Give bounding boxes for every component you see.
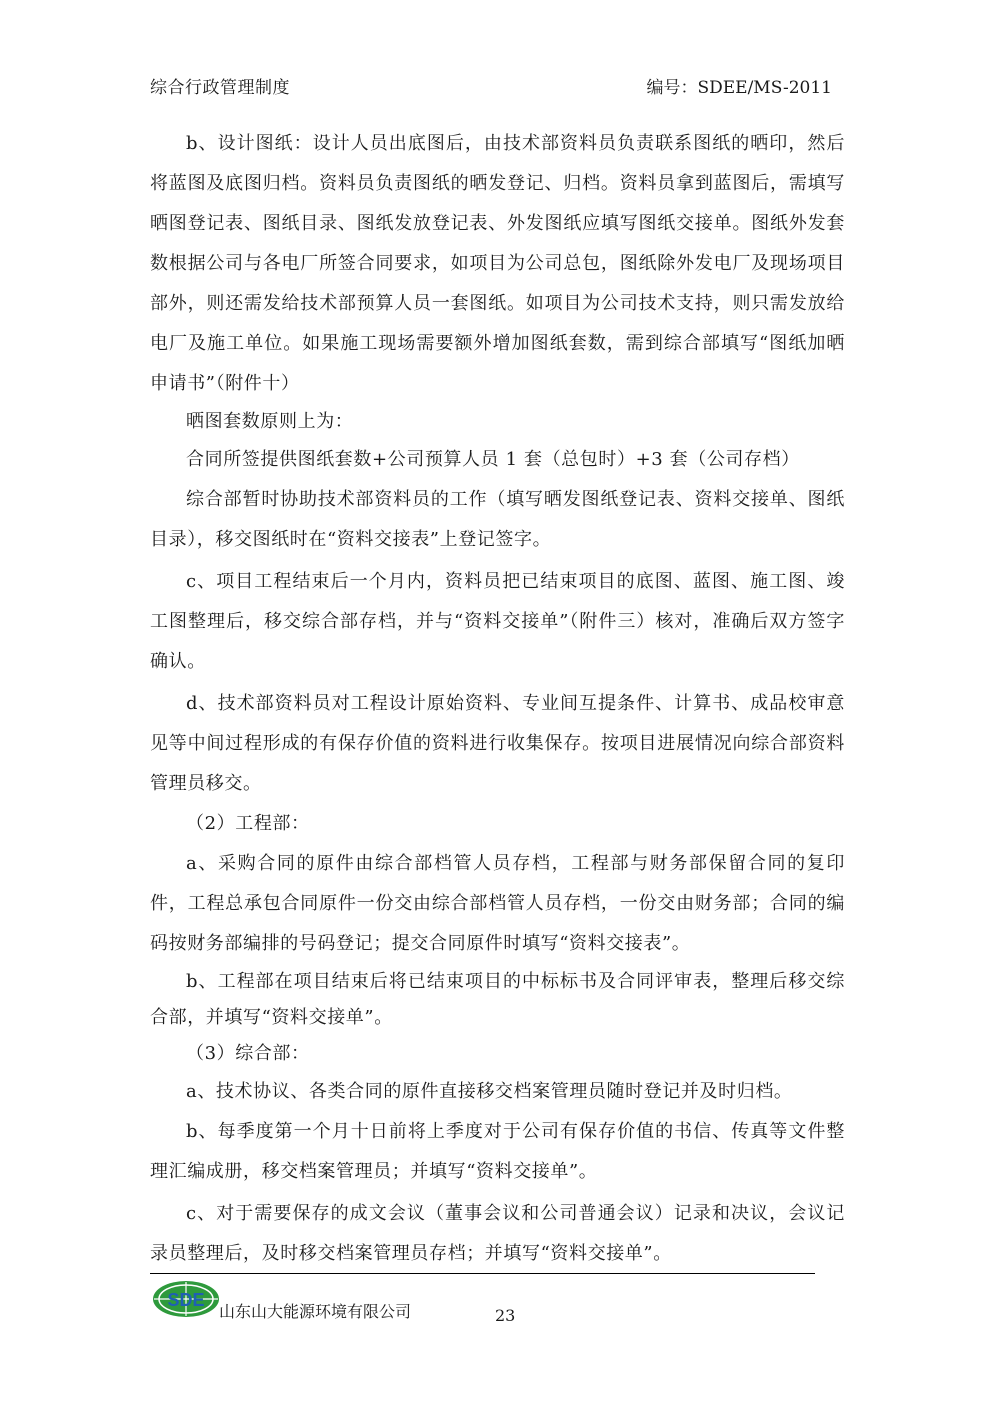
paragraph-b-quarterly: b、每季度第一个月十日前将上季度对于公司有保存价值的书信、传真等文件整理汇编成册，移交档案管理员；并填写“资料交接单”。 — [150, 1121, 845, 1182]
page-number: 23 — [495, 1306, 516, 1325]
paragraph-a-agreements: a、技术协议、各类合同的原件直接移交档案管理员随时登记并及时归档。 — [186, 1081, 793, 1102]
paragraph-c-meetings: c、对于需要保存的成文会议（董事会议和公司普通会议）记录和决议，会议记录员整理后，及时移交档案管理员存档；并填写“资料交接单”。 — [150, 1203, 845, 1264]
company-logo — [152, 1280, 220, 1318]
paragraph-b-drawings: b、设计图纸：设计人员出底图后，由技术部资料员负责联系图纸的晒印，然后将蓝图及底图归档。资料员负责图纸的晒发登记、归档。资料员拿到蓝图后，需填写晒图登记表、图纸目录、图纸发放登记表、外发图纸应填写图纸交接单。图纸外发套数根据公司与各电厂所签合同要求，如项目为公司总包，图纸除外发电厂及现场项目部外，则还需发给技术部预算人员一套图纸。如项目为公司技术支持，则只需发放给电厂及施工单位。如果施工现场需要额外增加图纸套数，需到综合部填写“图纸加晒申请书”（附件十） — [150, 133, 845, 394]
paragraph-d-collect: d、技术部资料员对工程设计原始资料、专业间互提条件、计算书、成品校审意见等中间过程形成的有保存价值的资料进行收集保存。按项目进展情况向综合部资料管理员移交。 — [150, 693, 845, 794]
footer-divider — [150, 1273, 815, 1274]
paragraph-print-formula: 合同所签提供图纸套数+公司预算人员 1 套（总包时）+3 套（公司存档） — [186, 449, 800, 470]
paragraph-a-contracts: a、采购合同的原件由综合部档管人员存档，工程部与财务部保留合同的复印件，工程总承包合同原件一份交由综合部档管人员存档，一份交由财务部；合同的编码按财务部编排的号码登记；提交合同原件时填写“资料交接表”。 — [150, 853, 845, 954]
section-heading-admin: （3）综合部： — [186, 1043, 310, 1064]
section-heading-engineering: （2）工程部： — [186, 813, 310, 834]
company-name: 山东山大能源环境有限公司 — [219, 1302, 412, 1321]
logo-lettering: SDE — [167, 1290, 205, 1310]
paragraph-b-bids: b、工程部在项目结束后将已结束项目的中标标书及合同评审表，整理后移交综合部，并填写“资料交接单”。 — [150, 971, 845, 1028]
paragraph-c-archive: c、项目工程结束后一个月内，资料员把已结束项目的底图、蓝图、施工图、竣工图整理后，移交综合部存档，并与“资料交接单”（附件三）核对，准确后双方签字确认。 — [150, 571, 845, 672]
document-number: 编号：SDEE/MS-2011 — [646, 78, 832, 98]
paragraph-print-principle: 晒图套数原则上为： — [186, 411, 354, 432]
paragraph-admin-assist: 综合部暂时协助技术部资料员的工作（填写晒发图纸登记表、资料交接单、图纸目录），移交图纸时在“资料交接表”上登记签字。 — [150, 489, 845, 550]
header-title: 综合行政管理制度 — [150, 78, 290, 98]
document-body — [150, 124, 845, 1274]
